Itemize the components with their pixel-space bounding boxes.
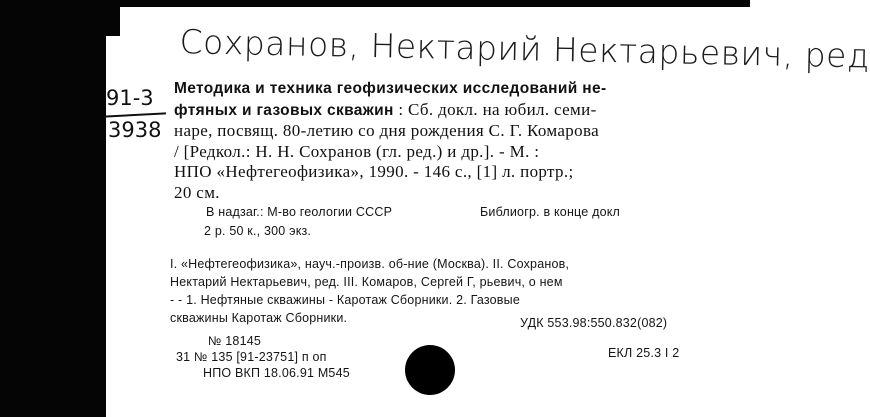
entry-line-3: наре, посвящ. 80-летию со дня рождения С. Г. Комарова bbox=[174, 121, 600, 140]
tracing-line-1: I. «Нефтегеофизика», науч.-произв. об-ние (Москва). II. Сохранов, bbox=[170, 257, 570, 271]
entry-line-5: НПО «Нефтегеофизика», 1990. - 146 с., [1] л. портр.; bbox=[174, 162, 574, 181]
registration-line-3: НПО ВКП 18.06.91 М545 bbox=[203, 366, 350, 380]
shelf-mark-rule bbox=[104, 112, 166, 117]
entry-line-2 bbox=[174, 100, 704, 122]
heading-note: В надзаг.: М-во геологии СССР bbox=[206, 205, 393, 219]
shelf-mark bbox=[104, 88, 166, 141]
shelf-mark-top: 91-3 bbox=[106, 86, 154, 110]
handwritten-heading: Сохранов, Нектарий Нектарьевич, ред bbox=[179, 22, 870, 76]
registration-number: № 18145 bbox=[208, 334, 262, 348]
title-part-2: фтяных и газовых скважин bbox=[174, 101, 394, 119]
tracing-line-4: скважины Каротаж Сборники. bbox=[170, 311, 348, 325]
bibliographic-entry bbox=[174, 78, 704, 203]
entry-line-1 bbox=[174, 78, 704, 100]
tracing-line-3: - - 1. Нефтяные скважины - Каротаж Сборники. 2. Газовые bbox=[170, 293, 520, 307]
bbk-code: ЕКЛ 25.3 I 2 bbox=[608, 346, 680, 360]
registration-line-2: 31 № 135 [91-23751] п оп bbox=[176, 350, 327, 364]
title-part-1: Методика и техника геофизических исследований не- bbox=[174, 80, 607, 97]
udk-code: УДК 553.98:550.832(082) bbox=[520, 316, 668, 330]
entry-line-6: 20 см. bbox=[174, 182, 220, 202]
title-remainder: : Сб. докл. на юбил. семи- bbox=[398, 99, 597, 119]
bibliography-note: Библиогр. в конце докл bbox=[480, 205, 621, 219]
price-note: 2 р. 50 к., 300 экз. bbox=[204, 224, 312, 238]
card-punch-hole-tail bbox=[412, 359, 424, 383]
shelf-mark-bottom: 3938 bbox=[108, 118, 162, 142]
entry-line-4: / [Редкол.: Н. Н. Сохранов (гл. ред.) и др.]. - М. : bbox=[174, 141, 540, 161]
card-left-shadow bbox=[0, 0, 106, 417]
card-corner-shadow bbox=[0, 0, 120, 36]
tracing-line-2: Нектарий Нектарьевич, ред. III. Комаров, Сергей Г, рьевич, о нем bbox=[170, 275, 563, 289]
